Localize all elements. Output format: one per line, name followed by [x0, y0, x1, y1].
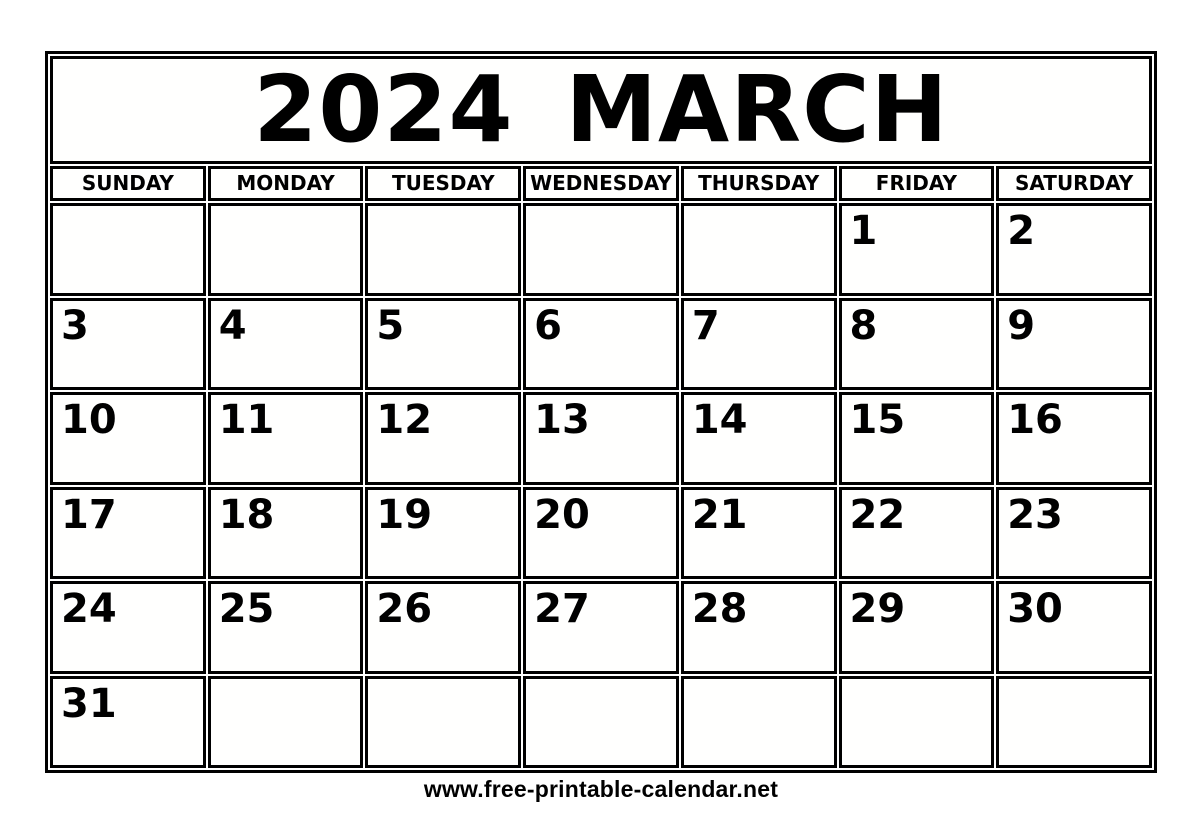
day-cell: 31 — [50, 676, 206, 768]
day-cell: 1 — [839, 203, 995, 295]
day-cell: 9 — [996, 298, 1152, 390]
day-cell — [996, 676, 1152, 768]
day-cell: 29 — [839, 581, 995, 673]
day-cell — [208, 676, 364, 768]
day-cell — [50, 203, 206, 295]
day-cell: 25 — [208, 581, 364, 673]
day-cell: 14 — [681, 392, 837, 484]
day-cell: 5 — [365, 298, 521, 390]
day-cell: 27 — [523, 581, 679, 673]
day-cell — [365, 676, 521, 768]
calendar-table — [45, 51, 1157, 773]
calendar-title-text — [253, 56, 948, 163]
calendar-title — [50, 56, 1152, 164]
day-cell — [681, 203, 837, 295]
day-cell — [839, 676, 995, 768]
week-row — [50, 298, 1152, 390]
day-cell: 16 — [996, 392, 1152, 484]
day-cell — [208, 203, 364, 295]
day-cell: 30 — [996, 581, 1152, 673]
weekday-header-friday: FRIDAY — [839, 166, 995, 201]
day-cell: 24 — [50, 581, 206, 673]
day-cell — [523, 676, 679, 768]
day-cell: 4 — [208, 298, 364, 390]
day-cell: 6 — [523, 298, 679, 390]
day-cell: 23 — [996, 487, 1152, 579]
day-cell — [365, 203, 521, 295]
week-row — [50, 203, 1152, 295]
day-cell: 26 — [365, 581, 521, 673]
day-cell: 2 — [996, 203, 1152, 295]
day-cell: 8 — [839, 298, 995, 390]
day-cell: 22 — [839, 487, 995, 579]
weekday-header-sunday: SUNDAY — [50, 166, 206, 201]
day-cell — [681, 676, 837, 768]
week-row — [50, 676, 1152, 768]
weekday-header-thursday: THURSDAY — [681, 166, 837, 201]
day-cell: 10 — [50, 392, 206, 484]
day-cell: 3 — [50, 298, 206, 390]
day-cell: 18 — [208, 487, 364, 579]
day-cell: 12 — [365, 392, 521, 484]
day-cell: 13 — [523, 392, 679, 484]
day-cell: 21 — [681, 487, 837, 579]
day-cell: 15 — [839, 392, 995, 484]
day-cell: 28 — [681, 581, 837, 673]
title-year: 2024 — [253, 56, 514, 164]
day-cell: 7 — [681, 298, 837, 390]
weekday-header-saturday: SATURDAY — [996, 166, 1152, 201]
footer-url: www.free-printable-calendar.net — [423, 776, 779, 802]
week-row — [50, 392, 1152, 484]
weekday-header-tuesday: TUESDAY — [365, 166, 521, 201]
week-row — [50, 487, 1152, 579]
weekday-header-wednesday: WEDNESDAY — [523, 166, 679, 201]
day-cell: 11 — [208, 392, 364, 484]
day-cell: 19 — [365, 487, 521, 579]
day-cell — [523, 203, 679, 295]
weekday-header-row — [50, 166, 1152, 201]
week-row — [50, 581, 1152, 673]
day-cell: 17 — [50, 487, 206, 579]
title-row — [50, 56, 1152, 164]
weekday-header-monday: MONDAY — [208, 166, 364, 201]
title-month: MARCH — [565, 56, 949, 164]
day-cell: 20 — [523, 487, 679, 579]
